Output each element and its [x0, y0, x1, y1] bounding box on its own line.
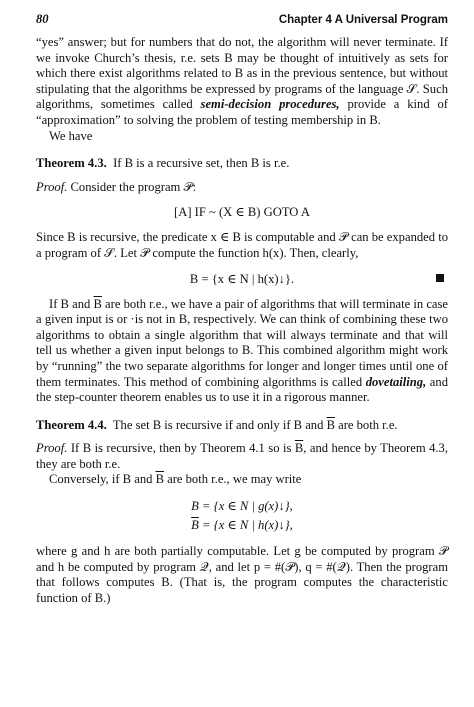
equation-3: $\overline{B} = \{x$ ∈ N | h(x)↓},	[191, 518, 293, 533]
program-line: [A] IF ~ (X ∈ B) GOTO A	[174, 205, 310, 220]
equation-block	[36, 497, 448, 535]
page-number: 80	[36, 12, 49, 26]
proof-4-3: Proof. Consider the program 𝒫:	[36, 179, 197, 194]
equation-1: B = {x ∈ N | h(x)↓}.	[36, 271, 448, 288]
paragraph-since: Since B is recursive, the predicate x ∈ B is computable and 𝒫 can be expanded to a program of 𝒮. Let 𝒫 compute the function h(x). Then, clearly,	[36, 230, 448, 260]
page-header	[36, 12, 448, 27]
proof-4-4: Proof. If B is recursive, then by Theorem 4.1 so is $\overline{B}$, and hence by Theorem 4.3, they are both r.e.	[36, 441, 448, 471]
proof-label: Proof.	[36, 179, 68, 194]
paragraph-intro: “yes” answer; but for numbers that do not, the algorithm will never terminate. If we invoke Church’s thesis, r.e. sets B may be thought of intuitively as sets for which there exist algorithms related to B as in the previous sentence, but without stipulating that the algorithms be expressed by programs of the language 𝒮. Such algorithms, sometimes called semi-decision procedures, provide a kind of “approximation” to solving the problem of testing membership in B.	[36, 35, 448, 127]
proof-label: Proof.	[36, 441, 68, 456]
theorem-label: Theorem 4.4.	[36, 417, 107, 432]
term-dovetailing: dovetailing,	[365, 374, 427, 389]
qed-square-icon	[436, 274, 444, 282]
theorem-4-4: Theorem 4.4. The set B is recursive if and only if B and $\overline{B}$ are both r.e.	[36, 417, 398, 432]
term-semi-decision: semi-decision procedures,	[200, 97, 340, 112]
paragraph-where: where g and h are both partially computable. Let g be computed by program 𝒫 and h be computed by program 𝒬, and let p = #(𝒫), q = #(𝒬). Then the program that follows computes B. (That is, the program computes the characteristic function of B.)	[36, 544, 448, 605]
chapter-title: Chapter 4 A Universal Program	[278, 14, 448, 26]
paragraph-we-have: We have	[49, 128, 93, 143]
equation-2: B = {x ∈ N | g(x)↓},	[191, 499, 293, 514]
theorem-4-3: Theorem 4.3. If B is a recursive set, then B is r.e.	[36, 156, 290, 171]
paragraph-conversely: Conversely, if B and $\overline{B}$ are both r.e., we may write	[49, 472, 302, 487]
theorem-label: Theorem 4.3.	[36, 156, 107, 171]
paragraph-dovetailing: If B and $\overline{B}$ are both r.e., we have a pair of algorithms that will terminate in case a given input is or ·is not in B, respectively. We can think of combining these two algorithms to obtain a single algorithm that will always terminate and that will tell us whether a given input belongs to B. This combined algorithm might work by “running” the two separate algorithms for longer and longer times until one of them terminates. This method of combining algorithms is called dovetailing, and the step-counter theorem enables us to use it in a rigorous manner.	[36, 296, 449, 405]
